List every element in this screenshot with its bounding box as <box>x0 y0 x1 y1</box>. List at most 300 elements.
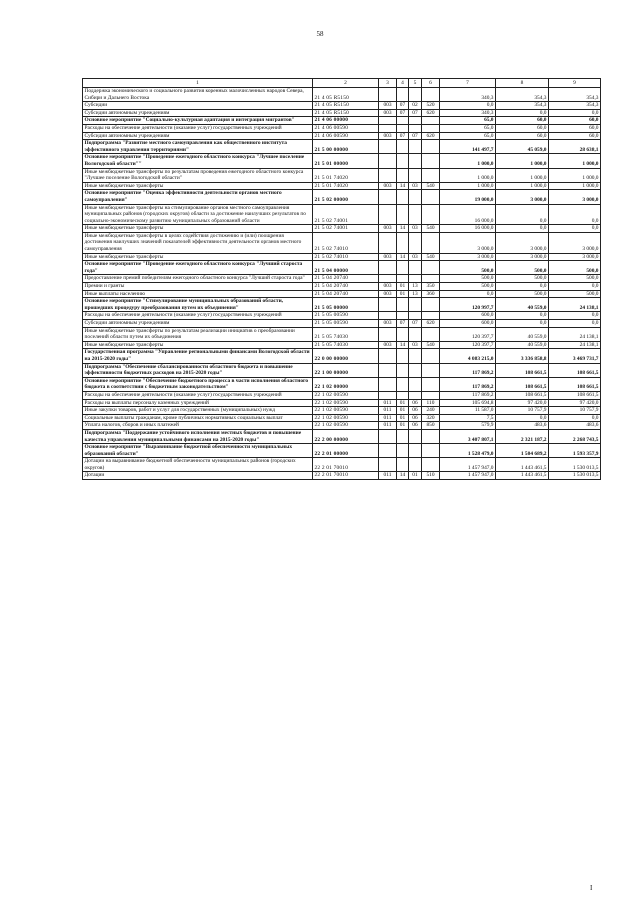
cell-amount-2018: 1 000,0 <box>440 182 496 190</box>
cell-amount-2018: 120 397,7 <box>440 341 496 349</box>
cell-section <box>397 349 409 363</box>
cell-amount-2018: 340,3 <box>440 109 496 117</box>
cell-amount-2019: 354,3 <box>496 88 549 102</box>
cell-name: Премии и гранты <box>83 283 313 291</box>
cell-target-code: 21 5 04 00000 <box>313 261 379 275</box>
cell-name: Основное мероприятие "Стимулирование муниципальных образований области, прошедших процедуру преобразования путем их объединения" <box>83 298 313 312</box>
table-row <box>83 190 601 204</box>
cell-amount-2018: 0,0 <box>440 290 496 298</box>
cell-amount-2019: 60,0 <box>496 132 549 140</box>
cell-ministry-code <box>379 154 397 168</box>
cell-amount-2020: 483,6 <box>549 422 601 430</box>
col-header-5: 5 <box>409 79 422 88</box>
cell-name: Иные межбюджетные трансферты <box>83 182 313 190</box>
cell-amount-2020: 24 138,1 <box>549 341 601 349</box>
table-row <box>83 327 601 341</box>
cell-target-code: 21 5 05 74030 <box>313 341 379 349</box>
cell-amount-2019: 108 661,5 <box>496 391 549 399</box>
cell-section: 07 <box>397 102 409 110</box>
table-row <box>83 298 601 312</box>
cell-amount-2019: 500,0 <box>496 275 549 283</box>
cell-amount-2019: 500,0 <box>496 261 549 275</box>
cell-ministry-code <box>379 458 397 472</box>
cell-target-code: 21 5 02 74001 <box>313 225 379 233</box>
cell-expense-type <box>422 261 440 275</box>
table-row <box>83 283 601 291</box>
cell-expense-type: 620 <box>422 320 440 328</box>
cell-amount-2019: 108 661,5 <box>496 377 549 391</box>
cell-expense-type <box>422 444 440 458</box>
cell-amount-2019: 1 443 461,5 <box>496 472 549 480</box>
cell-section: 01 <box>397 399 409 407</box>
cell-amount-2020: 354,3 <box>549 102 601 110</box>
cell-subsection <box>409 117 422 125</box>
cell-section: 14 <box>397 472 409 480</box>
cell-subsection <box>409 458 422 472</box>
cell-expense-type: 540 <box>422 341 440 349</box>
cell-name: Социальные выплаты гражданам, кроме публичных нормативных социальных выплат <box>83 414 313 422</box>
cell-section <box>397 312 409 320</box>
cell-name: Иные межбюджетные трансферты <box>83 341 313 349</box>
table-row <box>83 458 601 472</box>
cell-name: Иные закупки товаров, работ и услуг для государственных (муниципальных) нужд <box>83 407 313 415</box>
cell-amount-2019: 40 559,0 <box>496 298 549 312</box>
cell-target-code: 22 1 02 00590 <box>313 407 379 415</box>
cell-ministry-code <box>379 232 397 253</box>
table-row <box>83 232 601 253</box>
cell-amount-2018: 3 407 807,1 <box>440 429 496 443</box>
cell-expense-type <box>422 458 440 472</box>
cell-amount-2020: 2 268 743,5 <box>549 429 601 443</box>
cell-expense-type: 540 <box>422 182 440 190</box>
cell-section: 14 <box>397 225 409 233</box>
table-row <box>83 341 601 349</box>
cell-expense-type: 540 <box>422 253 440 261</box>
cell-expense-type <box>422 88 440 102</box>
cell-target-code: 21 5 05 00000 <box>313 298 379 312</box>
cell-amount-2019: 3 000,0 <box>496 232 549 253</box>
cell-amount-2019: 1 000,0 <box>496 154 549 168</box>
cell-amount-2020: 3 000,0 <box>549 190 601 204</box>
cell-subsection <box>409 232 422 253</box>
cell-amount-2020: 1 000,0 <box>549 182 601 190</box>
cell-amount-2019: 0,0 <box>496 312 549 320</box>
cell-target-code: 21 4 05 R5150 <box>313 88 379 102</box>
cell-amount-2018: 600,0 <box>440 312 496 320</box>
cell-amount-2018: 117 869,2 <box>440 377 496 391</box>
table-row <box>83 363 601 377</box>
cell-amount-2020: 60,0 <box>549 124 601 132</box>
cell-amount-2019: 354,3 <box>496 102 549 110</box>
cell-target-code: 21 4 05 R5150 <box>313 109 379 117</box>
cell-target-code: 22 1 02 00590 <box>313 414 379 422</box>
cell-amount-2018: 141 497,7 <box>440 140 496 154</box>
table-row <box>83 275 601 283</box>
cell-amount-2018: 1 457 947,0 <box>440 472 496 480</box>
cell-amount-2020: 500,0 <box>549 261 601 275</box>
cell-ministry-code: 011 <box>379 422 397 430</box>
cell-name: Предоставление премий победителям ежегодного областного конкурса "Лучший староста года" <box>83 275 313 283</box>
cell-amount-2018: 19 000,0 <box>440 190 496 204</box>
cell-name: Расходы на обеспечение деятельности (оказание услуг) государственных учреждений <box>83 391 313 399</box>
cell-ministry-code <box>379 261 397 275</box>
cell-section: 07 <box>397 132 409 140</box>
cell-subsection: 03 <box>409 182 422 190</box>
cell-amount-2019: 1 000,0 <box>496 168 549 182</box>
cell-name: Субсидии автономным учреждениям <box>83 132 313 140</box>
cell-subsection <box>409 377 422 391</box>
cell-ministry-code <box>379 429 397 443</box>
cell-target-code: 21 4 05 R5150 <box>313 102 379 110</box>
cell-expense-type: 240 <box>422 407 440 415</box>
cell-amount-2019: 45 059,0 <box>496 140 549 154</box>
cell-section <box>397 429 409 443</box>
cell-target-code: 21 5 01 74020 <box>313 168 379 182</box>
table-row <box>83 444 601 458</box>
cell-expense-type <box>422 232 440 253</box>
col-header-6: 6 <box>422 79 440 88</box>
table-row <box>83 391 601 399</box>
cell-amount-2018: 117 869,2 <box>440 391 496 399</box>
cell-expense-type <box>422 204 440 225</box>
cell-amount-2018: 0,0 <box>440 102 496 110</box>
cell-amount-2019: 0,0 <box>496 204 549 225</box>
cell-section: 14 <box>397 253 409 261</box>
cell-ministry-code <box>379 117 397 125</box>
cell-subsection <box>409 168 422 182</box>
cell-subsection: 07 <box>409 109 422 117</box>
col-header-7: 7 <box>440 79 496 88</box>
cell-subsection: 07 <box>409 132 422 140</box>
cell-target-code: 21 4 06 00590 <box>313 132 379 140</box>
cell-expense-type <box>422 298 440 312</box>
cell-ministry-code <box>379 140 397 154</box>
table-row <box>83 154 601 168</box>
cell-section <box>397 327 409 341</box>
cell-subsection <box>409 190 422 204</box>
cell-amount-2018: 65,0 <box>440 132 496 140</box>
table-header-row <box>83 79 601 88</box>
cell-name: Иные межбюджетные трансферты <box>83 225 313 233</box>
cell-target-code: 21 5 05 00590 <box>313 312 379 320</box>
cell-target-code: 22 1 02 00000 <box>313 377 379 391</box>
cell-target-code: 21 5 04 20740 <box>313 290 379 298</box>
cell-subsection: 13 <box>409 283 422 291</box>
cell-amount-2020: 500,0 <box>549 275 601 283</box>
cell-amount-2020: 0,0 <box>549 283 601 291</box>
cell-amount-2020: 24 138,1 <box>549 298 601 312</box>
cell-amount-2020: 0,0 <box>549 320 601 328</box>
cell-section: 07 <box>397 320 409 328</box>
cell-ministry-code <box>379 391 397 399</box>
cell-amount-2018: 65,0 <box>440 117 496 125</box>
cell-amount-2019: 2 321 187,2 <box>496 429 549 443</box>
col-header-9: 9 <box>549 79 601 88</box>
cell-ministry-code <box>379 204 397 225</box>
cell-name: Дотации на выравнивание бюджетной обеспеченности муниципальных районов (городских округов) <box>83 458 313 472</box>
cell-amount-2018: 117 869,2 <box>440 363 496 377</box>
cell-target-code: 21 4 06 00000 <box>313 117 379 125</box>
cell-amount-2019: 97 420,0 <box>496 399 549 407</box>
cell-ministry-code: 011 <box>379 407 397 415</box>
cell-amount-2018: 500,0 <box>440 275 496 283</box>
cell-target-code: 21 5 01 00000 <box>313 154 379 168</box>
cell-ministry-code <box>379 444 397 458</box>
cell-ministry-code: 003 <box>379 109 397 117</box>
cell-ministry-code <box>379 168 397 182</box>
cell-ministry-code: 011 <box>379 399 397 407</box>
cell-expense-type <box>422 312 440 320</box>
col-header-1: 1 <box>83 79 313 88</box>
cell-subsection <box>409 275 422 283</box>
cell-section: 01 <box>397 414 409 422</box>
cell-amount-2020: 3 000,0 <box>549 253 601 261</box>
cell-subsection <box>409 349 422 363</box>
cell-amount-2019: 60,0 <box>496 117 549 125</box>
cell-subsection: 06 <box>409 422 422 430</box>
cell-subsection <box>409 298 422 312</box>
cell-amount-2019: 0,0 <box>496 225 549 233</box>
cell-section <box>397 168 409 182</box>
cell-amount-2019: 40 559,0 <box>496 327 549 341</box>
cell-section: 01 <box>397 407 409 415</box>
cell-ministry-code: 003 <box>379 341 397 349</box>
cell-target-code: 21 5 04 20740 <box>313 283 379 291</box>
cell-amount-2019: 0,0 <box>496 109 549 117</box>
table-row <box>83 102 601 110</box>
cell-name: Субсидии автономным учреждениям <box>83 320 313 328</box>
cell-amount-2020: 500,0 <box>549 290 601 298</box>
cell-target-code: 21 5 02 74010 <box>313 253 379 261</box>
cell-subsection <box>409 124 422 132</box>
cell-target-code: 21 5 02 74001 <box>313 204 379 225</box>
cell-amount-2020: 1 530 013,5 <box>549 472 601 480</box>
cell-amount-2020: 60,0 <box>549 132 601 140</box>
cell-expense-type <box>422 168 440 182</box>
cell-expense-type: 110 <box>422 399 440 407</box>
cell-expense-type <box>422 190 440 204</box>
cell-name: Расходы на выплаты персоналу казенных учреждений <box>83 399 313 407</box>
table-row <box>83 168 601 182</box>
cell-ministry-code <box>379 349 397 363</box>
cell-section <box>397 124 409 132</box>
cell-section: 01 <box>397 290 409 298</box>
table-row <box>83 109 601 117</box>
cell-amount-2020: 0,0 <box>549 109 601 117</box>
cell-subsection <box>409 261 422 275</box>
cell-subsection: 01 <box>409 472 422 480</box>
cell-subsection <box>409 327 422 341</box>
table-row <box>83 377 601 391</box>
cell-name: Иные выплаты населению <box>83 290 313 298</box>
cell-name: Основное мероприятие "Обеспечение бюджетного процесса в части исполнения областного бюджета в соответствии с бюджетным законодательством" <box>83 377 313 391</box>
cell-amount-2019: 40 559,0 <box>496 341 549 349</box>
cell-name: Уплата налогов, сборов и иных платежей <box>83 422 313 430</box>
cell-name: Поддержка экономического и социального развития коренных малочисленных народов Севера, Сибири и Дальнего Востока <box>83 88 313 102</box>
cell-section: 01 <box>397 283 409 291</box>
cell-target-code: 21 5 04 20740 <box>313 275 379 283</box>
cell-amount-2018: 579,9 <box>440 422 496 430</box>
cell-section: 07 <box>397 109 409 117</box>
cell-subsection: 03 <box>409 253 422 261</box>
cell-expense-type <box>422 429 440 443</box>
cell-amount-2018: 16 000,0 <box>440 204 496 225</box>
cell-subsection <box>409 363 422 377</box>
cell-expense-type <box>422 117 440 125</box>
cell-ministry-code <box>379 298 397 312</box>
cell-expense-type: 350 <box>422 283 440 291</box>
cell-target-code: 22 2 01 70010 <box>313 458 379 472</box>
cell-target-code: 22 1 02 00590 <box>313 422 379 430</box>
cell-amount-2020: 60,0 <box>549 117 601 125</box>
cell-amount-2018: 1 528 479,0 <box>440 444 496 458</box>
cell-amount-2020: 108 661,5 <box>549 363 601 377</box>
cell-amount-2020: 24 138,1 <box>549 327 601 341</box>
cell-amount-2019: 1 504 689,2 <box>496 444 549 458</box>
table-row <box>83 253 601 261</box>
cell-expense-type <box>422 124 440 132</box>
cell-ministry-code: 003 <box>379 283 397 291</box>
cell-expense-type: 620 <box>422 109 440 117</box>
cell-name: Подпрограмма "Поддержание устойчивого исполнения местных бюджетов и повышение качества управления муниципальными финансами на 2015-2020 годы" <box>83 429 313 443</box>
cell-section: 14 <box>397 341 409 349</box>
cell-section <box>397 275 409 283</box>
cell-ministry-code: 003 <box>379 253 397 261</box>
cell-amount-2020: 10 757,9 <box>549 407 601 415</box>
cell-name: Основное мероприятие "Проведение ежегодного областного конкурса "Лучший староста года" <box>83 261 313 275</box>
cell-ministry-code <box>379 327 397 341</box>
cell-amount-2018: 1 457 947,0 <box>440 458 496 472</box>
table-row <box>83 140 601 154</box>
cell-name: Иные межбюджетные трансферты на стимулирование органов местного самоуправления муниципальных районов (городских округов) области за достижение наилучших результатов по социально-экономическому развитию муниципальных образований области <box>83 204 313 225</box>
cell-amount-2020: 97 420,0 <box>549 399 601 407</box>
table-row <box>83 261 601 275</box>
table-row <box>83 132 601 140</box>
cell-section <box>397 140 409 154</box>
cell-name: Иные межбюджетные трансферты по результатам реализации инициатив о преобразовании поселений области путем их объединения <box>83 327 313 341</box>
cell-amount-2019: 108 661,5 <box>496 363 549 377</box>
cell-section <box>397 391 409 399</box>
cell-amount-2020: 0,0 <box>549 204 601 225</box>
table-row <box>83 182 601 190</box>
cell-name: Подпрограмма "Развитие местного самоуправления как общественного института эффективного управления территориями" <box>83 140 313 154</box>
cell-target-code: 21 5 02 00000 <box>313 190 379 204</box>
cell-amount-2018: 4 083 215,0 <box>440 349 496 363</box>
cell-name: Основное мероприятие "Оценка эффективности деятельности органов местного самоуправления" <box>83 190 313 204</box>
cell-section <box>397 232 409 253</box>
cell-amount-2019: 500,0 <box>496 290 549 298</box>
table-row <box>83 422 601 430</box>
cell-expense-type: 320 <box>422 414 440 422</box>
cell-amount-2020: 3 000,0 <box>549 232 601 253</box>
cell-amount-2018: 3 000,0 <box>440 253 496 261</box>
cell-target-code: 21 5 02 74010 <box>313 232 379 253</box>
cell-ministry-code: 003 <box>379 132 397 140</box>
table-row <box>83 407 601 415</box>
cell-section <box>397 190 409 204</box>
cell-amount-2018: 105 694,8 <box>440 399 496 407</box>
table-row <box>83 320 601 328</box>
cell-amount-2020: 0,0 <box>549 312 601 320</box>
cell-ministry-code: 003 <box>379 102 397 110</box>
cell-subsection <box>409 391 422 399</box>
cell-amount-2019: 3 000,0 <box>496 253 549 261</box>
cell-target-code: 22 0 00 00000 <box>313 349 379 363</box>
table-row <box>83 312 601 320</box>
cell-amount-2018: 16 000,0 <box>440 225 496 233</box>
table-row <box>83 290 601 298</box>
cell-amount-2019: 60,0 <box>496 124 549 132</box>
cell-amount-2018: 7,5 <box>440 414 496 422</box>
cell-section: 14 <box>397 182 409 190</box>
cell-expense-type <box>422 327 440 341</box>
cell-subsection: 06 <box>409 407 422 415</box>
cell-expense-type: 620 <box>422 132 440 140</box>
cell-name: Расходы на обеспечение деятельности (оказание услуг) государственных учреждений <box>83 312 313 320</box>
cell-amount-2020: 354,3 <box>549 88 601 102</box>
cell-section <box>397 261 409 275</box>
cell-subsection: 07 <box>409 320 422 328</box>
cell-subsection: 13 <box>409 290 422 298</box>
table-row <box>83 399 601 407</box>
cell-section <box>397 377 409 391</box>
cell-amount-2018: 340,3 <box>440 88 496 102</box>
cell-target-code: 21 5 05 74030 <box>313 327 379 341</box>
table-row <box>83 414 601 422</box>
cell-amount-2019: 0,0 <box>496 320 549 328</box>
cell-expense-type <box>422 140 440 154</box>
cell-name: Субсидии автономным учреждениям <box>83 109 313 117</box>
cell-name: Подпрограмма "Обеспечение сбалансированности областного бюджета и повышение эффективности бюджетных расходов на 2015-2020 годы" <box>83 363 313 377</box>
cell-amount-2020: 1 530 013,5 <box>549 458 601 472</box>
page-corner-mark: I <box>590 884 593 892</box>
budget-table <box>82 78 601 480</box>
cell-expense-type <box>422 349 440 363</box>
cell-amount-2020: 1 000,0 <box>549 168 601 182</box>
cell-ministry-code <box>379 363 397 377</box>
cell-ministry-code: 003 <box>379 290 397 298</box>
cell-subsection: 03 <box>409 341 422 349</box>
cell-section <box>397 363 409 377</box>
table-row <box>83 124 601 132</box>
cell-target-code: 21 5 00 00000 <box>313 140 379 154</box>
cell-section <box>397 458 409 472</box>
cell-expense-type <box>422 275 440 283</box>
cell-ministry-code: 003 <box>379 225 397 233</box>
cell-amount-2018: 600,0 <box>440 320 496 328</box>
cell-section <box>397 298 409 312</box>
cell-section <box>397 204 409 225</box>
cell-target-code: 22 2 01 00000 <box>313 444 379 458</box>
cell-name: Субсидии <box>83 102 313 110</box>
cell-amount-2018: 500,0 <box>440 261 496 275</box>
cell-target-code: 22 1 00 00000 <box>313 363 379 377</box>
cell-amount-2020: 28 638,1 <box>549 140 601 154</box>
cell-name: Основное мероприятие "Проведение ежегодного областного конкурса "Лучшее поселение Вологодской области"" <box>83 154 313 168</box>
cell-subsection: 02 <box>409 102 422 110</box>
cell-name: Иные межбюджетные трансферты в целях содействия достижению и (или) поощрения достижения наилучших значений показателей эффективности деятельности органов местного самоуправления <box>83 232 313 253</box>
cell-amount-2019: 3 336 858,8 <box>496 349 549 363</box>
cell-expense-type: 510 <box>422 472 440 480</box>
cell-amount-2020: 0,0 <box>549 225 601 233</box>
page-number: 58 <box>316 30 324 38</box>
table-row <box>83 349 601 363</box>
cell-target-code: 22 2 00 00000 <box>313 429 379 443</box>
cell-section <box>397 88 409 102</box>
cell-amount-2018: 1 000,0 <box>440 168 496 182</box>
col-header-3: 3 <box>379 79 397 88</box>
cell-subsection <box>409 312 422 320</box>
